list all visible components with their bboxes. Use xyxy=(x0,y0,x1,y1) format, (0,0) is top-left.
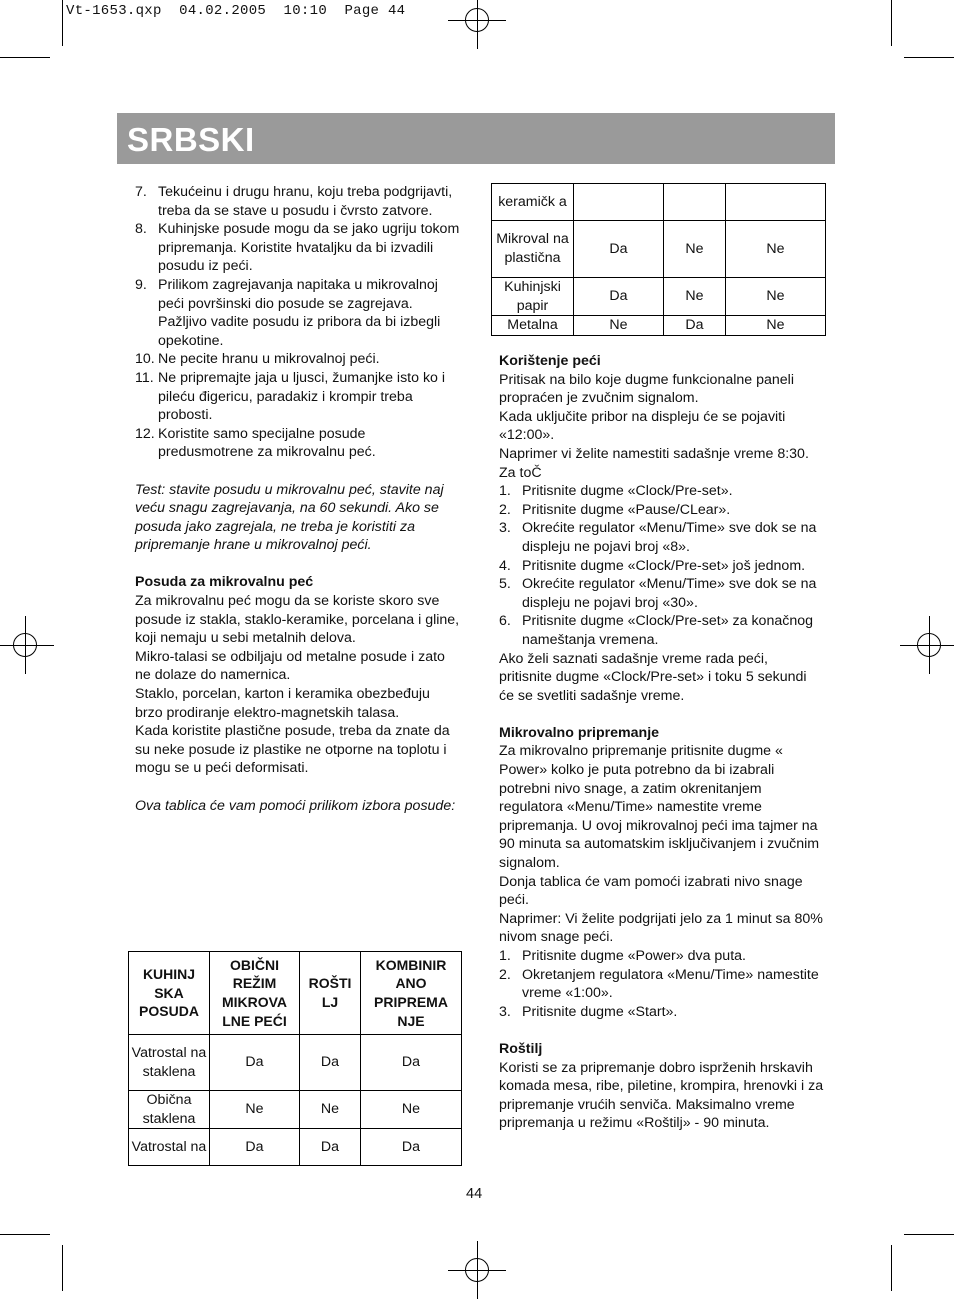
crop-mark xyxy=(0,1234,50,1235)
list-item: 3. Okrećite regulator «Menu/Time» sve dok se na displeju ne pojavi broj «8». xyxy=(499,520,817,555)
list-item: 1. Pritisnite dugme «Clock/Pre-set». xyxy=(499,483,733,500)
print-header: Vt-1653.qxp 04.02.2005 10:10 Page 44 xyxy=(66,3,406,19)
left-column xyxy=(135,183,460,815)
banner-title: SRBSKI xyxy=(127,121,255,158)
list-item: 2. Pritisnite dugme «Pause/CLear». xyxy=(499,501,731,518)
test-note: Test: stavite posudu u mikrovalnu peć, stavite naj veću snagu zagrejavanja, na 60 sekundi. Ako se posuda jako zagrejala, ne treba je koristiti za pripremanje hrane u mikrovalnoj peći. xyxy=(135,481,444,554)
list-item: 10. Ne pecite hranu u mikrovalnoj peći. xyxy=(135,351,380,368)
list-item: 8. Kuhinjske posude mogu da se jako ugriju tokom pripremanja. Koristite hvataljku da bi izvadili posudu iz peći. xyxy=(135,221,460,275)
page-number: 44 xyxy=(466,1186,483,1202)
list-item: 11. Ne pripremajte jaja u ljusci, žumanjke isto ko i pileću đigericu, paradakiz i krompir treba probosti. xyxy=(135,369,446,424)
paragraph: Koristi se za pripremanje dobro isprženih hrskavih komada mesa, ribe, piletine, krompira, hrenovki i za pripremanje vrućih senviča. Maksimalno vreme pripremanja u režimu «Roštilj» - 90 minuta. xyxy=(499,1059,824,1132)
crop-mark xyxy=(904,57,954,58)
paragraph: Mikro-talasi se odbiljaju od metalne posude i zato ne dolaze do namernica. xyxy=(135,648,445,684)
table-header: KUHINJ SKA POSUDA xyxy=(129,952,210,1035)
table-row: Obična staklena Ne Ne Ne xyxy=(129,1091,462,1129)
registration-mark-icon xyxy=(465,8,489,32)
power-steps xyxy=(499,947,824,1021)
crop-mark xyxy=(891,0,892,46)
table-row: Vatrostal na staklena Da Da Da xyxy=(129,1035,462,1091)
paragraph: Pritisak na bilo koje dugme funkcionalne paneli propraćen je zvučnim signalom. xyxy=(499,371,794,407)
crop-mark xyxy=(62,1245,63,1291)
language-banner xyxy=(117,113,835,164)
table-header: KOMBINIR ANO PRIPREMA NJE xyxy=(361,952,462,1035)
cookware-table-continued xyxy=(491,183,826,336)
section-title: Korištenje peći xyxy=(499,353,601,369)
list-item: 3. Pritisnite dugme «Start». xyxy=(499,1003,678,1020)
list-item: 9. Prilikom zagrejavanja napitaka u mikrovalnoj peći površinski dio posude se zagrejava. Pažljivo vadite posudu iz pribora da bi izbegli opekotine. xyxy=(135,276,441,349)
registration-mark-icon xyxy=(465,1258,489,1282)
table-header: ROŠTI LJ xyxy=(300,952,361,1035)
crop-mark xyxy=(891,1245,892,1291)
paragraph: Za mikrovalnu peć mogu da se koriste skoro sve posude iz stakla, staklo-keramike, porcelana i gline, koji nemaju u sebi metalnih delova. xyxy=(135,593,460,647)
table-header: OBIČNI REŽIM MIKROVA LNE PEĆI xyxy=(210,952,300,1035)
list-item: 6. Pritisnite dugme «Clock/Pre-set» za konačnog nameštanja vremena. xyxy=(499,613,813,648)
clock-steps xyxy=(499,482,824,649)
list-item: 2. Okretanjem regulatora «Menu/Time» namestite vreme «1:00». xyxy=(499,966,819,1002)
registration-mark-icon xyxy=(917,633,941,657)
list-item: 5. Okrećite regulator «Menu/Time» sve dok se na displeju ne pojavi broj «30». xyxy=(499,576,817,611)
list-item: 1. Pritisnite dugme «Power» dva puta. xyxy=(499,948,746,964)
table-row: Vatrostal na Da Da Da xyxy=(129,1129,462,1166)
list-item: 4. Pritisnite dugme «Clock/Pre-set» još jednom. xyxy=(499,557,806,574)
paragraph: Staklo, porcelan, karton i keramika obezbeđuju brzo prodiranje elektro-magnetskih talasa. xyxy=(135,686,430,721)
paragraph: Kada uključite pribor na displeju će se pojaviti «12:00». xyxy=(499,408,786,444)
safety-list xyxy=(135,183,460,462)
list-item: 12. Koristite samo specijalne posude predusmotrene za mikrovalnu peć. xyxy=(135,425,376,461)
crop-mark xyxy=(904,1234,954,1235)
section-title: Roštilj xyxy=(499,1040,543,1057)
paragraph: Naprimer vi želite namestiti sadašnje vreme 8:30. Za toČ xyxy=(499,445,809,481)
crop-mark xyxy=(62,0,63,46)
right-column xyxy=(499,352,824,1133)
section-title: Posuda za mikrovalnu peć xyxy=(135,574,314,591)
table-row: keramičk a xyxy=(492,184,826,221)
section-title: Mikrovalno pripremanje xyxy=(499,724,660,741)
paragraph: Donja tablica će vam pomoći izabrati nivo snage peći. xyxy=(499,873,803,909)
cookware-table xyxy=(128,951,462,1166)
paragraph: Naprimer: Vi želite podgrijati jelo za 1 minut sa 80% nivom snage peći. xyxy=(499,910,823,946)
paragraph: Ako želi saznati sadašnje vreme rada peći, pritisnite dugme «Clock/Pre-set» i toku 5 sekundi će se svetliti sadašnje vreme. xyxy=(499,650,807,704)
table-row: Metalna Ne Da Ne xyxy=(492,316,826,336)
paragraph: Za mikrovalno pripremanje pritisnite dugme « Power» kolko je puta potrebno da bi izabrali potrebni nivo snage, a zatim okrenitanjem regulatora «Menu/Time» namestite vreme pripremanja. U ovoj mikrovalnoj peći ima tajmer na 90 minuta sa automatskim isključivanjem i zvučnim signalom. xyxy=(499,743,820,872)
table-row: Mikroval na plastična Da Ne Ne xyxy=(492,221,826,278)
crop-mark xyxy=(0,57,50,58)
registration-mark-icon xyxy=(13,633,37,657)
paragraph: Kada koristite plastične posude, treba da znate da su neke posude iz plastike ne otporne na toplotu i mogu se u peći deformisati. xyxy=(135,723,450,777)
list-item: 7. Tekućeinu i drugu hranu, koju treba podgrijavti, treba da se stave u posudu i čvrsto zatvore. xyxy=(135,184,453,219)
table-row: Kuhinjski papir Da Ne Ne xyxy=(492,278,826,316)
table-intro: Ova tablica će vam pomoći prilikom izbora posude: xyxy=(135,797,456,814)
